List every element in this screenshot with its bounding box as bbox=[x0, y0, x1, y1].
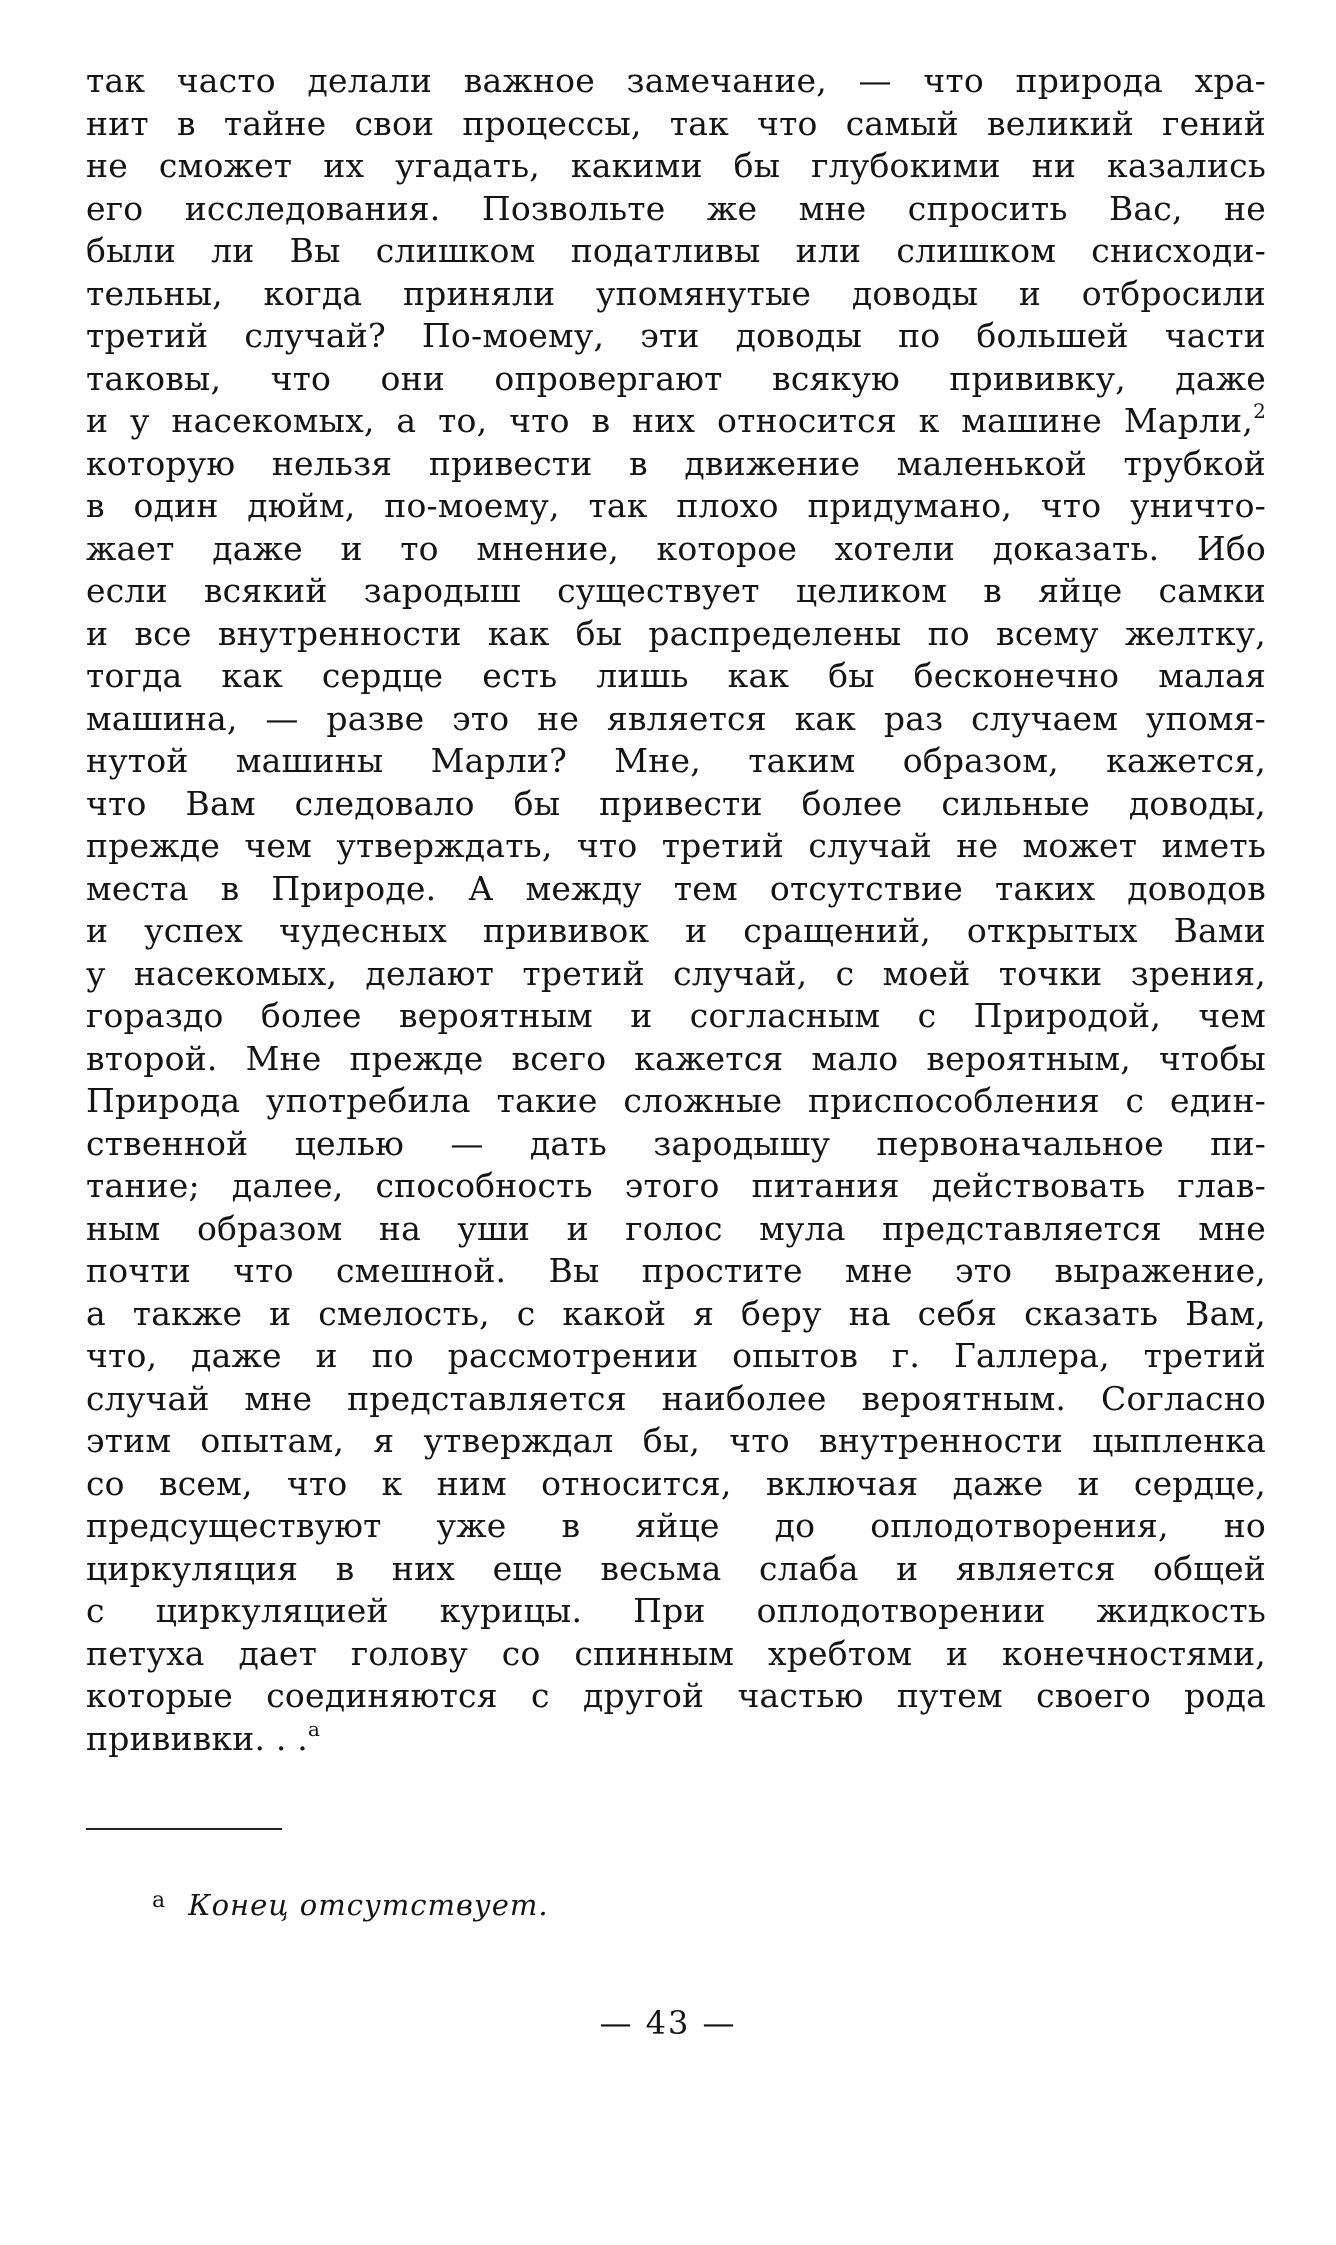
footnote-text: Конец отсутствует. bbox=[188, 1888, 549, 1922]
text-line: тогда как сердце есть лишь как бы бесконечно малая bbox=[86, 656, 1266, 695]
text-line: и успех чудесных прививок и сращений, открытых Вами bbox=[86, 911, 1266, 950]
footnote-ref-end: а bbox=[307, 1716, 321, 1741]
text-line: жает даже и то мнение, которое хотели доказать. Ибо bbox=[86, 528, 1266, 568]
text-line: у насекомых, делают третий случай, с моей точки зрения, bbox=[86, 953, 1266, 993]
footnote-marker: а bbox=[152, 1888, 167, 1913]
text-line: прежде чем утверждать, что третий случай не может иметь bbox=[86, 826, 1266, 865]
text-line: предсуществуют уже в яйце до оплодотворения, но bbox=[86, 1506, 1266, 1545]
text-line: так часто делали важное замечание, — что природа хра- bbox=[86, 61, 1266, 100]
text-line: что, даже и по рассмотрении опытов г. Галлера, третий bbox=[86, 1336, 1266, 1375]
text-line: с циркуляцией курицы. При оплодотворении жидкость bbox=[86, 1591, 1266, 1630]
text-line: что Вам следовало бы привести более сильные доводы, bbox=[86, 783, 1266, 823]
text-line: нит в тайне свои процессы, так что самый великий гений bbox=[86, 103, 1266, 143]
text-line: в один дюйм, по-моему, так плохо придумано, что уничто- bbox=[86, 486, 1266, 525]
text-line: машина, — разве это не является как раз случаем упомя- bbox=[86, 698, 1266, 738]
text-line: таковы, что они опровергают всякую прививку, даже bbox=[86, 358, 1266, 398]
text-line: которые соединяются с другой частью путем своего рода bbox=[86, 1676, 1266, 1715]
text-line: тание; далее, способность этого питания действовать глав- bbox=[86, 1166, 1266, 1205]
text-line: если всякий зародыш существует целиком в яйце самки bbox=[86, 571, 1266, 610]
footnote-divider bbox=[86, 1828, 282, 1830]
text-line: случай мне представляется наиболее вероятным. Согласно bbox=[86, 1378, 1266, 1418]
main-text bbox=[86, 60, 1266, 1760]
text-line: тельны, когда приняли упомянутые доводы и отбросили bbox=[86, 273, 1266, 313]
text-line bbox=[86, 1718, 1266, 1761]
text-line: гораздо более вероятным и согласным с Природой, чем bbox=[86, 996, 1266, 1035]
text-line: со всем, что к ним относится, включая даже и сердце, bbox=[86, 1463, 1266, 1503]
text-line-content: прививки. . . bbox=[86, 1718, 308, 1758]
text-line: его исследования. Позвольте же мне спросить Вас, не bbox=[86, 188, 1266, 228]
page-number: — 43 — bbox=[599, 2004, 737, 2042]
text-line bbox=[86, 400, 1266, 443]
text-line: петуха дает голову со спинным хребтом и конечностями, bbox=[86, 1633, 1266, 1673]
text-line: и все внутренности как бы распределены по всему желтку, bbox=[86, 613, 1266, 653]
text-line: почти что смешной. Вы простите мне это выражение, bbox=[86, 1251, 1266, 1290]
text-line: не сможет их угадать, какими бы глубокими ни казались bbox=[86, 146, 1266, 185]
text-line: места в Природе. А между тем отсутствие таких доводов bbox=[86, 868, 1266, 908]
text-line: ным образом на уши и голос мула представляется мне bbox=[86, 1208, 1266, 1248]
text-line: были ли Вы слишком податливы или слишком снисходи- bbox=[86, 231, 1266, 270]
text-line-content: и у насекомых, а то, что в них относится к машине Марли, bbox=[86, 401, 1254, 440]
text-line: нутой машины Марли? Мне, таким образом, кажется, bbox=[86, 741, 1266, 780]
footnote-ref-marly: 2 bbox=[1253, 399, 1266, 423]
page-body bbox=[86, 60, 1266, 1760]
text-line: ственной целью — дать зародышу первоначальное пи- bbox=[86, 1123, 1266, 1163]
text-line: второй. Мне прежде всего кажется мало вероятным, чтобы bbox=[86, 1038, 1266, 1078]
text-line: Природа употребила такие сложные приспособления с един- bbox=[86, 1081, 1266, 1120]
text-line: третий случай? По-моему, эти доводы по большей части bbox=[86, 316, 1266, 355]
text-line: этим опытам, я утверждал бы, что внутренности цыпленка bbox=[86, 1421, 1266, 1460]
footnote bbox=[152, 1888, 549, 1922]
text-line: а также и смелость, с какой я беру на себя сказать Вам, bbox=[86, 1293, 1266, 1333]
text-line: которую нельзя привести в движение маленькой трубкой bbox=[86, 443, 1266, 483]
text-line: циркуляция в них еще весьма слаба и является общей bbox=[86, 1548, 1266, 1588]
